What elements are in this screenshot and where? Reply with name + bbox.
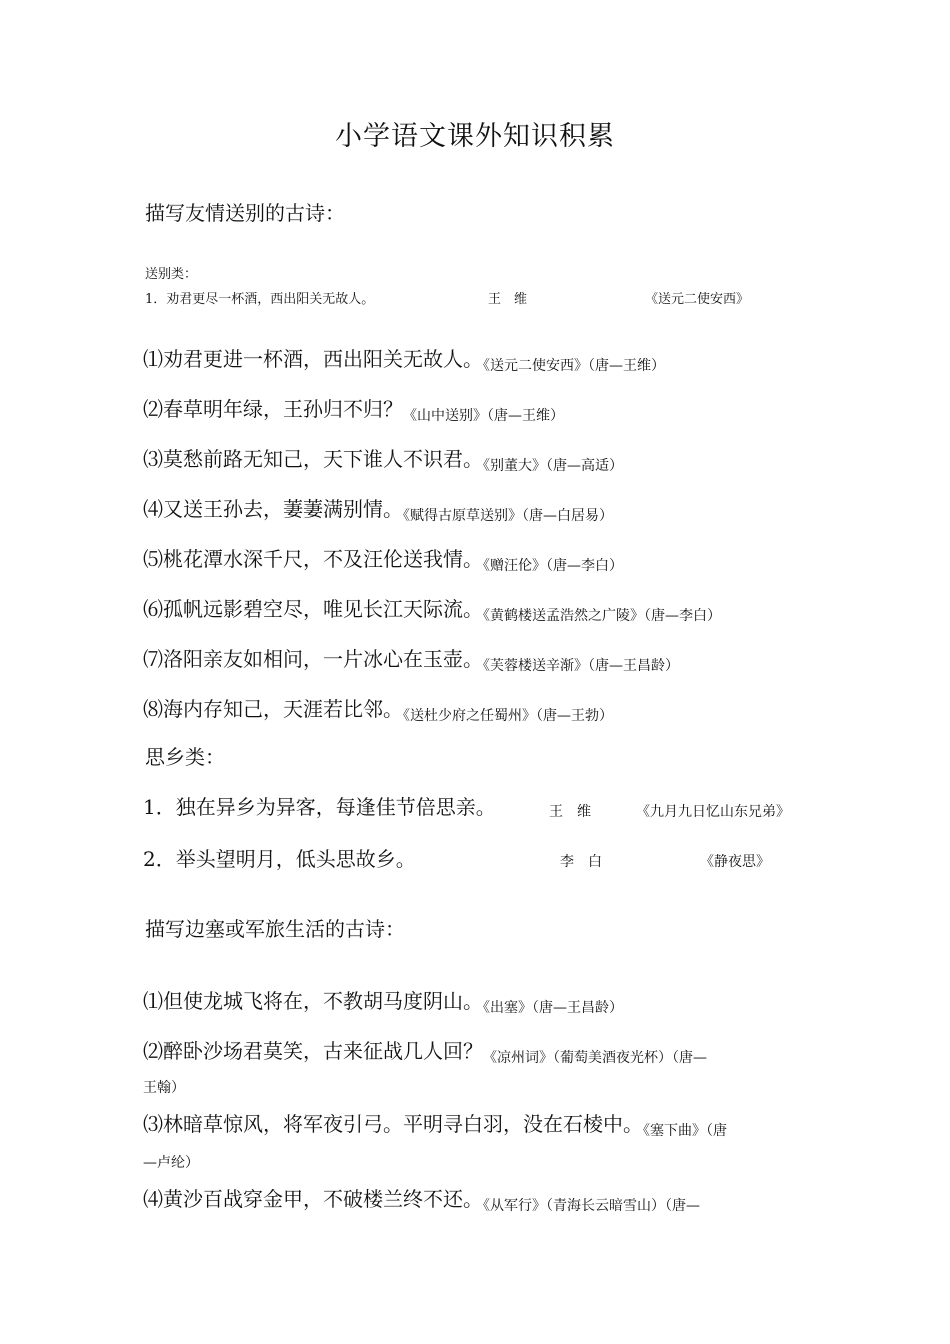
verse-source: 《赠汪伦》（唐—李白） — [483, 558, 623, 574]
verse-text: ⑻海内存知己，天涯若比邻。 — [143, 697, 403, 721]
section-heading-frontier: 描写边塞或军旅生活的古诗： — [145, 917, 405, 941]
list-item — [143, 1035, 707, 1064]
page-title: 小学语文课外知识积累 — [335, 121, 615, 152]
verse-source: 《别董大》（唐—高适） — [483, 458, 623, 474]
list-item — [143, 985, 623, 1014]
list-item — [143, 843, 416, 872]
list-item — [143, 1108, 727, 1137]
verse-source: 《凉州词》（葡萄美酒夜光杯）（唐— — [483, 1050, 707, 1066]
verse-source: 《赋得古原草送别》（唐—白居易） — [403, 508, 613, 524]
list-item — [143, 393, 564, 422]
verse-text: 1．独在异乡为异客，每逢佳节倍思亲。 — [143, 795, 496, 819]
note-verse: 1．劝君更尽一杯酒，西出阳关无故人。 — [145, 292, 375, 307]
list-item — [143, 543, 623, 572]
verse-source: 《从军行》（青海长云暗雪山）（唐— — [483, 1198, 700, 1214]
verse-text: ⑶林暗草惊风，将军夜引弓。平明寻白羽，没在石棱中。 — [143, 1112, 643, 1136]
verse-source: 《山中送别》（唐—王维） — [403, 408, 564, 424]
verse-text: ⑺洛阳亲友如相问，一片冰心在玉壶。 — [143, 647, 483, 671]
verse-text: ⑴但使龙城飞将在，不教胡马度阴山。 — [143, 989, 483, 1013]
verse-text: ⑸桃花潭水深千尺，不及汪伦送我情。 — [143, 547, 483, 571]
verse-source: 《黄鹤楼送孟浩然之广陵》（唐—李白） — [483, 608, 721, 624]
list-item — [143, 693, 613, 722]
verse-work: 《静夜思》 — [700, 854, 770, 870]
note-work: 《送元二使安西》 — [645, 292, 750, 307]
verse-author: 李 白 — [560, 854, 602, 870]
verse-source-continuation: —卢纶） — [143, 1155, 199, 1171]
verse-text: ⑶莫愁前路无知己，天下谁人不识君。 — [143, 447, 483, 471]
note-line — [145, 288, 374, 307]
list-item — [143, 443, 623, 472]
list-item — [143, 343, 665, 372]
verse-source: 《送元二使安西》（唐—王维） — [483, 358, 665, 374]
note-label: 送别类： — [145, 267, 198, 282]
verse-text: ⑴劝君更进一杯酒，西出阳关无故人。 — [143, 347, 483, 371]
section-heading-homesick: 思乡类： — [145, 745, 225, 769]
verse-text: ⑵醉卧沙场君莫笑，古来征战几人回？ — [143, 1039, 483, 1063]
note-author: 王 维 — [488, 292, 528, 307]
verse-work: 《九月九日忆山东兄弟》 — [636, 804, 790, 820]
verse-source: 《塞下曲》（唐 — [643, 1123, 727, 1139]
verse-text: ⑷又送王孙去，萋萋满别情。 — [143, 497, 403, 521]
verse-text: 2．举头望明月，低头思故乡。 — [143, 847, 416, 871]
list-item — [143, 791, 496, 820]
list-item — [143, 593, 721, 622]
list-item — [143, 1183, 700, 1212]
verse-author: 王 维 — [549, 804, 591, 820]
section-heading-friendship: 描写友情送别的古诗： — [145, 201, 345, 225]
verse-source: 《芙蓉楼送辛渐》（唐—王昌龄） — [483, 658, 679, 674]
verse-text: ⑹孤帆远影碧空尽，唯见长江天际流。 — [143, 597, 483, 621]
verse-text: ⑵春草明年绿，王孙归不归？ — [143, 397, 403, 421]
verse-source-continuation: 王翰） — [143, 1080, 185, 1096]
verse-source: 《出塞》（唐—王昌龄） — [483, 1000, 623, 1016]
list-item — [143, 643, 679, 672]
verse-source: 《送杜少府之任蜀州》（唐—王勃） — [403, 708, 613, 724]
list-item — [143, 493, 613, 522]
verse-text: ⑷黄沙百战穿金甲，不破楼兰终不还。 — [143, 1187, 483, 1211]
